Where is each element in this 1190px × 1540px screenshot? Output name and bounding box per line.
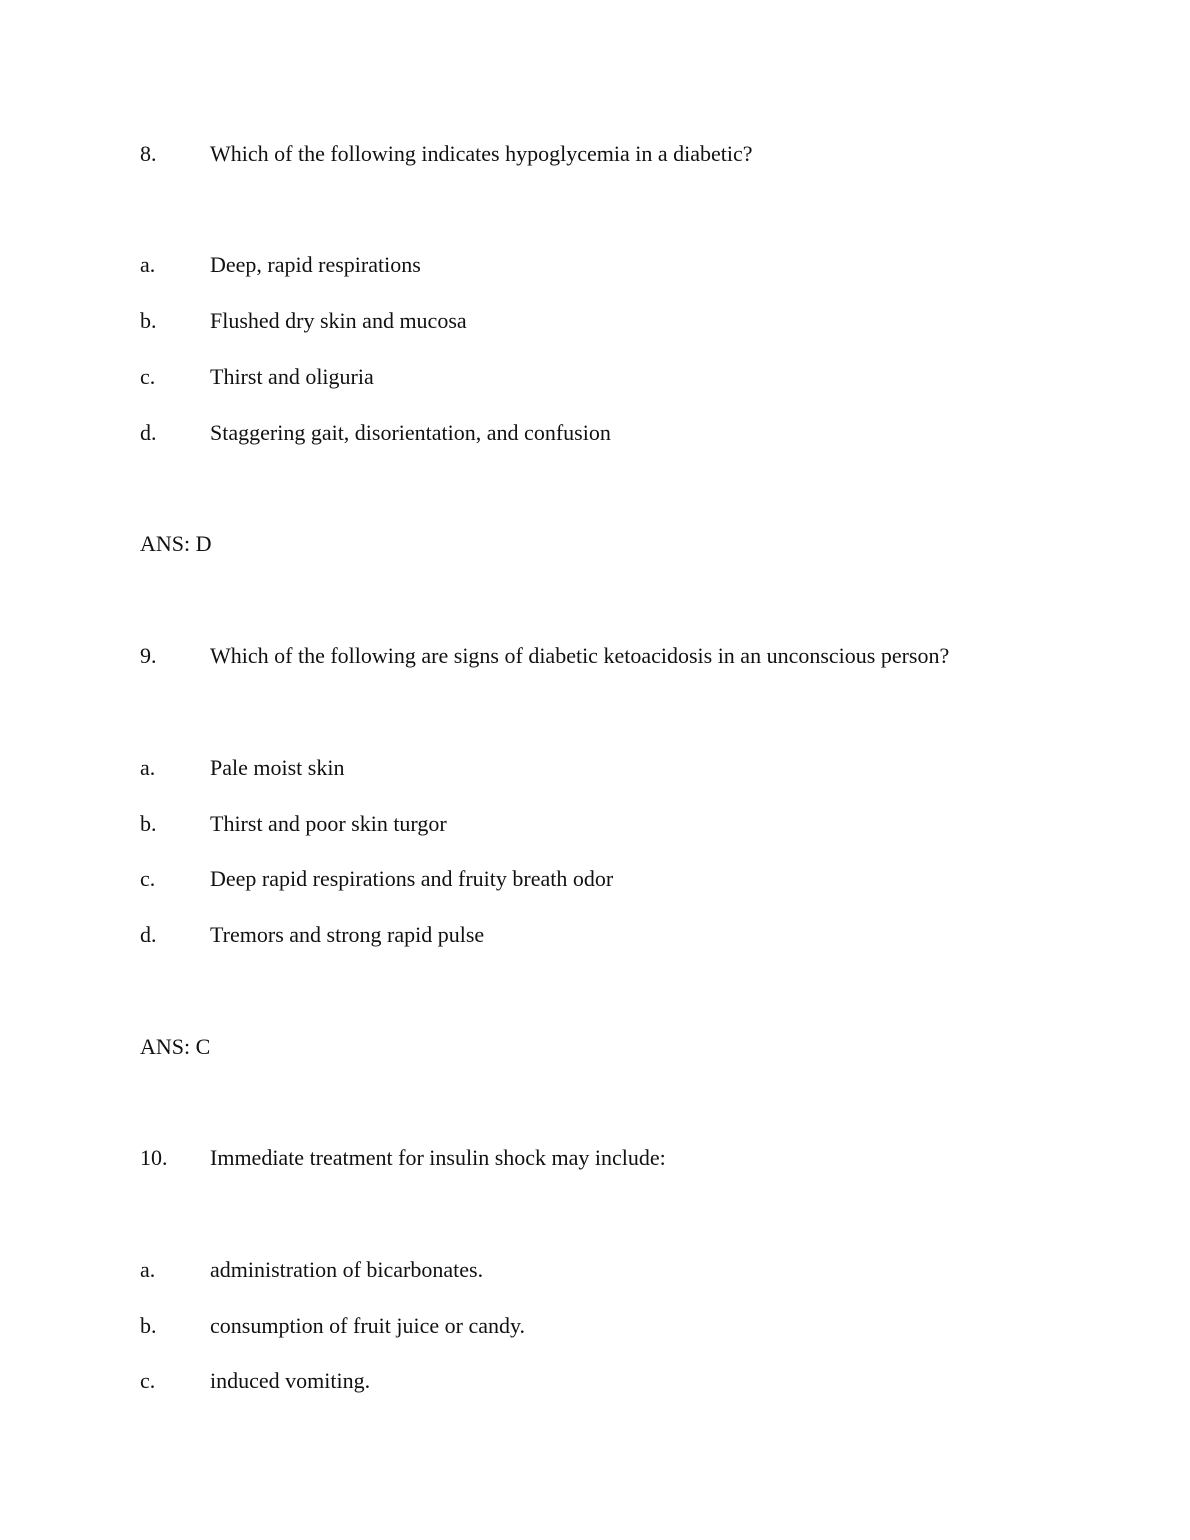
option-text: Thirst and oliguria [210, 364, 374, 389]
option-letter: c. [140, 364, 156, 389]
option-text: Thirst and poor skin turgor [210, 811, 447, 836]
question-number: 8. [140, 141, 157, 166]
option-letter: c. [140, 1368, 156, 1393]
answer-key: ANS: D [140, 531, 212, 556]
question-text: Which of the following are signs of diabetic ketoacidosis in an unconscious person? [210, 643, 950, 668]
option-text: Tremors and strong rapid pulse [210, 922, 485, 947]
option-letter: a. [140, 755, 156, 780]
option-text: Flushed dry skin and mucosa [210, 308, 467, 333]
option-text: administration of bicarbonates. [210, 1257, 484, 1282]
option-letter: a. [140, 252, 156, 277]
option-text: consumption of fruit juice or candy. [210, 1313, 526, 1338]
option-text: induced vomiting. [210, 1368, 371, 1393]
question-text: Which of the following indicates hypoglycemia in a diabetic? [210, 141, 753, 166]
option-letter: d. [140, 922, 157, 947]
option-letter: b. [140, 1313, 157, 1338]
option-letter: b. [140, 811, 157, 836]
option-letter: b. [140, 308, 157, 333]
option-letter: d. [140, 420, 157, 445]
question-text: Immediate treatment for insulin shock may include: [210, 1145, 666, 1170]
option-letter: c. [140, 866, 156, 891]
option-text: Pale moist skin [210, 755, 345, 780]
option-text: Deep rapid respirations and fruity breath odor [210, 866, 614, 891]
answer-key: ANS: C [140, 1034, 211, 1059]
option-letter: a. [140, 1257, 156, 1282]
question-number: 9. [140, 643, 157, 668]
question-number: 10. [140, 1145, 168, 1170]
option-text: Deep, rapid respirations [210, 252, 421, 277]
option-text: Staggering gait, disorientation, and confusion [210, 420, 611, 445]
